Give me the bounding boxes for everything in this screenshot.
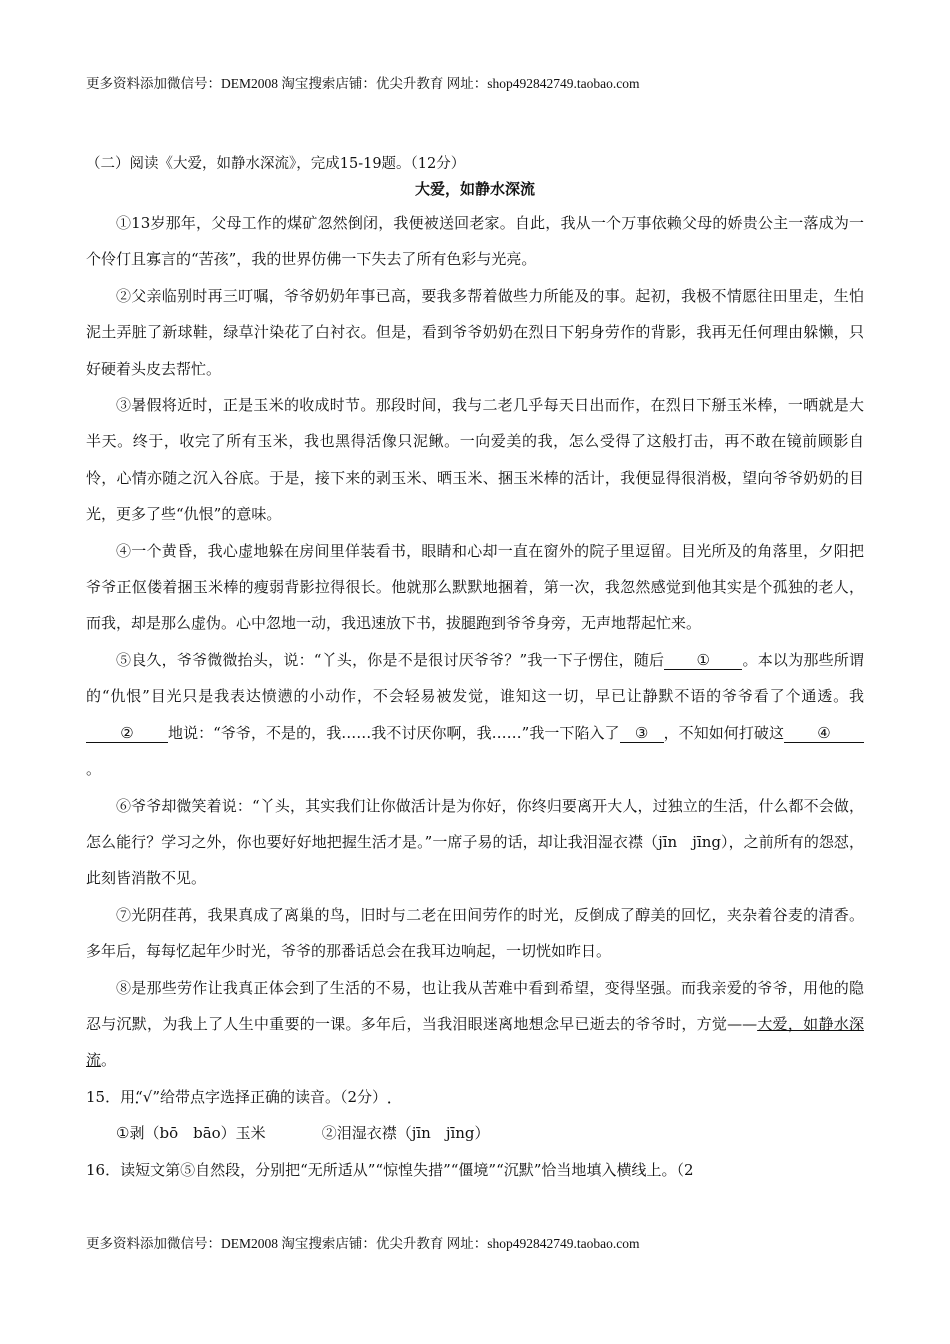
article-body [86, 205, 864, 1188]
option-a-pinyin[interactable]: （bō bāo）玉米 [144, 1124, 266, 1143]
page-header: 更多资料添加微信号：DEM2008 淘宝搜索店铺：优尖升教育 网址：shop492842749.taobao.com [86, 76, 640, 91]
paragraph-8: ⑧是那些劳作让我真正体会到了生活的不易，也让我从苦难中看到希望，变得坚强。而我亲爱的爷爷，用他的隐忍与沉默，为我上了人生中重要的一课。多年后，当我泪眼迷离地想念早已逝去的爷爷时，方觉——大爱，如静水深流。 [86, 978, 864, 1070]
question-15-options: ①剥（bō bāo）玉米 ②泪湿衣襟（jīn jīng） [86, 1115, 864, 1151]
paragraph-3: ③暑假将近时，正是玉米的收成时节。那段时间，我与二老几乎每天日出而作，在烈日下掰玉米棒，一晒就是大半天。终于，收完了所有玉米，我也黑得活像只泥鳅。一向爱美的我，怎么受得了这般打击，再不敢在镜前顾影自怜，心情亦随之沉入谷底。于是，接下来的剥玉米、晒玉米、捆玉米棒的活计，我便显得很消极，望向爷爷奶奶的目光，更多了些“仇恨”的意味。 [86, 396, 864, 524]
question-16: 16．读短文第⑤自然段，分别把“无所适从”“惊惶失措”“僵境”“沉默”恰当地填入横线上。（2 [86, 1160, 694, 1179]
dotted-character: 襟 [627, 832, 643, 851]
dotted-character: 剥 [129, 1124, 145, 1143]
answer-blank-3[interactable]: ③ [620, 724, 664, 743]
paragraph-1: ①13岁那年，父母工作的煤矿忽然倒闭，我便被送回老家。自此，我从一个万事依赖父母的娇贵公主一落成为一个伶仃且寡言的“苦孩”，我的世界仿佛一下失去了所有色彩与光亮。 [86, 214, 864, 269]
article-title: 大爱，如静水深流 [414, 180, 535, 198]
dotted-character: 襟 [381, 1124, 397, 1143]
paragraph-2: ②父亲临别时再三叮嘱，爷爷奶奶年事已高，要我多帮着做些力所能及的事。起初，我极不情愿往田里走，生怕泥土弄脏了新球鞋，绿草汁染花了白衬衣。但是，看到爷爷奶奶在烈日下躬身劳作的背影，我再无任何理由躲懒，只好硬着头皮去帮忙。 [86, 286, 864, 378]
paragraph-5: ⑤良久，爷爷微微抬头，说：“丫头，你是不是很讨厌爷爷？”我一下子愣住，随后 ① 。本以为那些所谓的“仇恨”目光只是我表达愤懑的小动作，不会轻易被发觉，谁知这一切，早已让静默不语的爷爷看了个通透。我② 地说：“爷爷，不是的，我……我不讨厌你啊，我……”我一下陷入了 ③ ，不知如何打破这 ④。 [86, 650, 864, 779]
paragraph-6: ⑥爷爷却微笑着说：“丫头，其实我们让你做活计是为你好，你终归要离开大人，过独立的生活，什么都不会做，怎么能行？学习之外，你也要好好地把握生活才是。”一席子易的话，却让我泪湿衣襟（jīn jīng），之前所有的怨怼，此刻皆消散不见。 [86, 796, 864, 888]
reading-instruction: （二）阅读《大爱，如静水深流》，完成15-19题。（12分） [86, 156, 466, 172]
answer-blank-2[interactable]: ② [86, 724, 168, 743]
question-15: 15．用“√”给带点字选择正确的读音。（2分） [86, 1087, 388, 1106]
answer-blank-4[interactable]: ④ [784, 724, 864, 743]
page-footer: 更多资料添加微信号：DEM2008 淘宝搜索店铺：优尖升教育 网址：shop492842749.taobao.com [86, 1236, 640, 1251]
option-b-pinyin[interactable]: （jīn jīng） [396, 1124, 490, 1143]
paragraph-4: ④一个黄昏，我心虚地躲在房间里佯装看书，眼睛和心却一直在窗外的院子里逗留。目光所及的角落里，夕阳把爷爷正伛偻着捆玉米棒的瘦弱背影拉得很长。他就那么默默地捆着，第一次，我忽然感觉到他其实是个孤独的老人，而我，却是那么虚伪。心中忽地一动，我迅速放下书，拔腿跑到爷爷身旁，无声地帮起忙来。 [86, 541, 864, 633]
answer-blank-1[interactable]: ① [664, 651, 742, 670]
underlined-phrase: 大爱，如静水深流 [86, 1014, 864, 1070]
paragraph-7: ⑦光阴荏苒，我果真成了离巢的鸟，旧时与二老在田间劳作的时光，反倒成了醇美的回忆，夹杂着谷麦的清香。多年后，每每忆起年少时光，爷爷的那番话总会在我耳边响起，一切恍如昨日。 [86, 905, 864, 961]
